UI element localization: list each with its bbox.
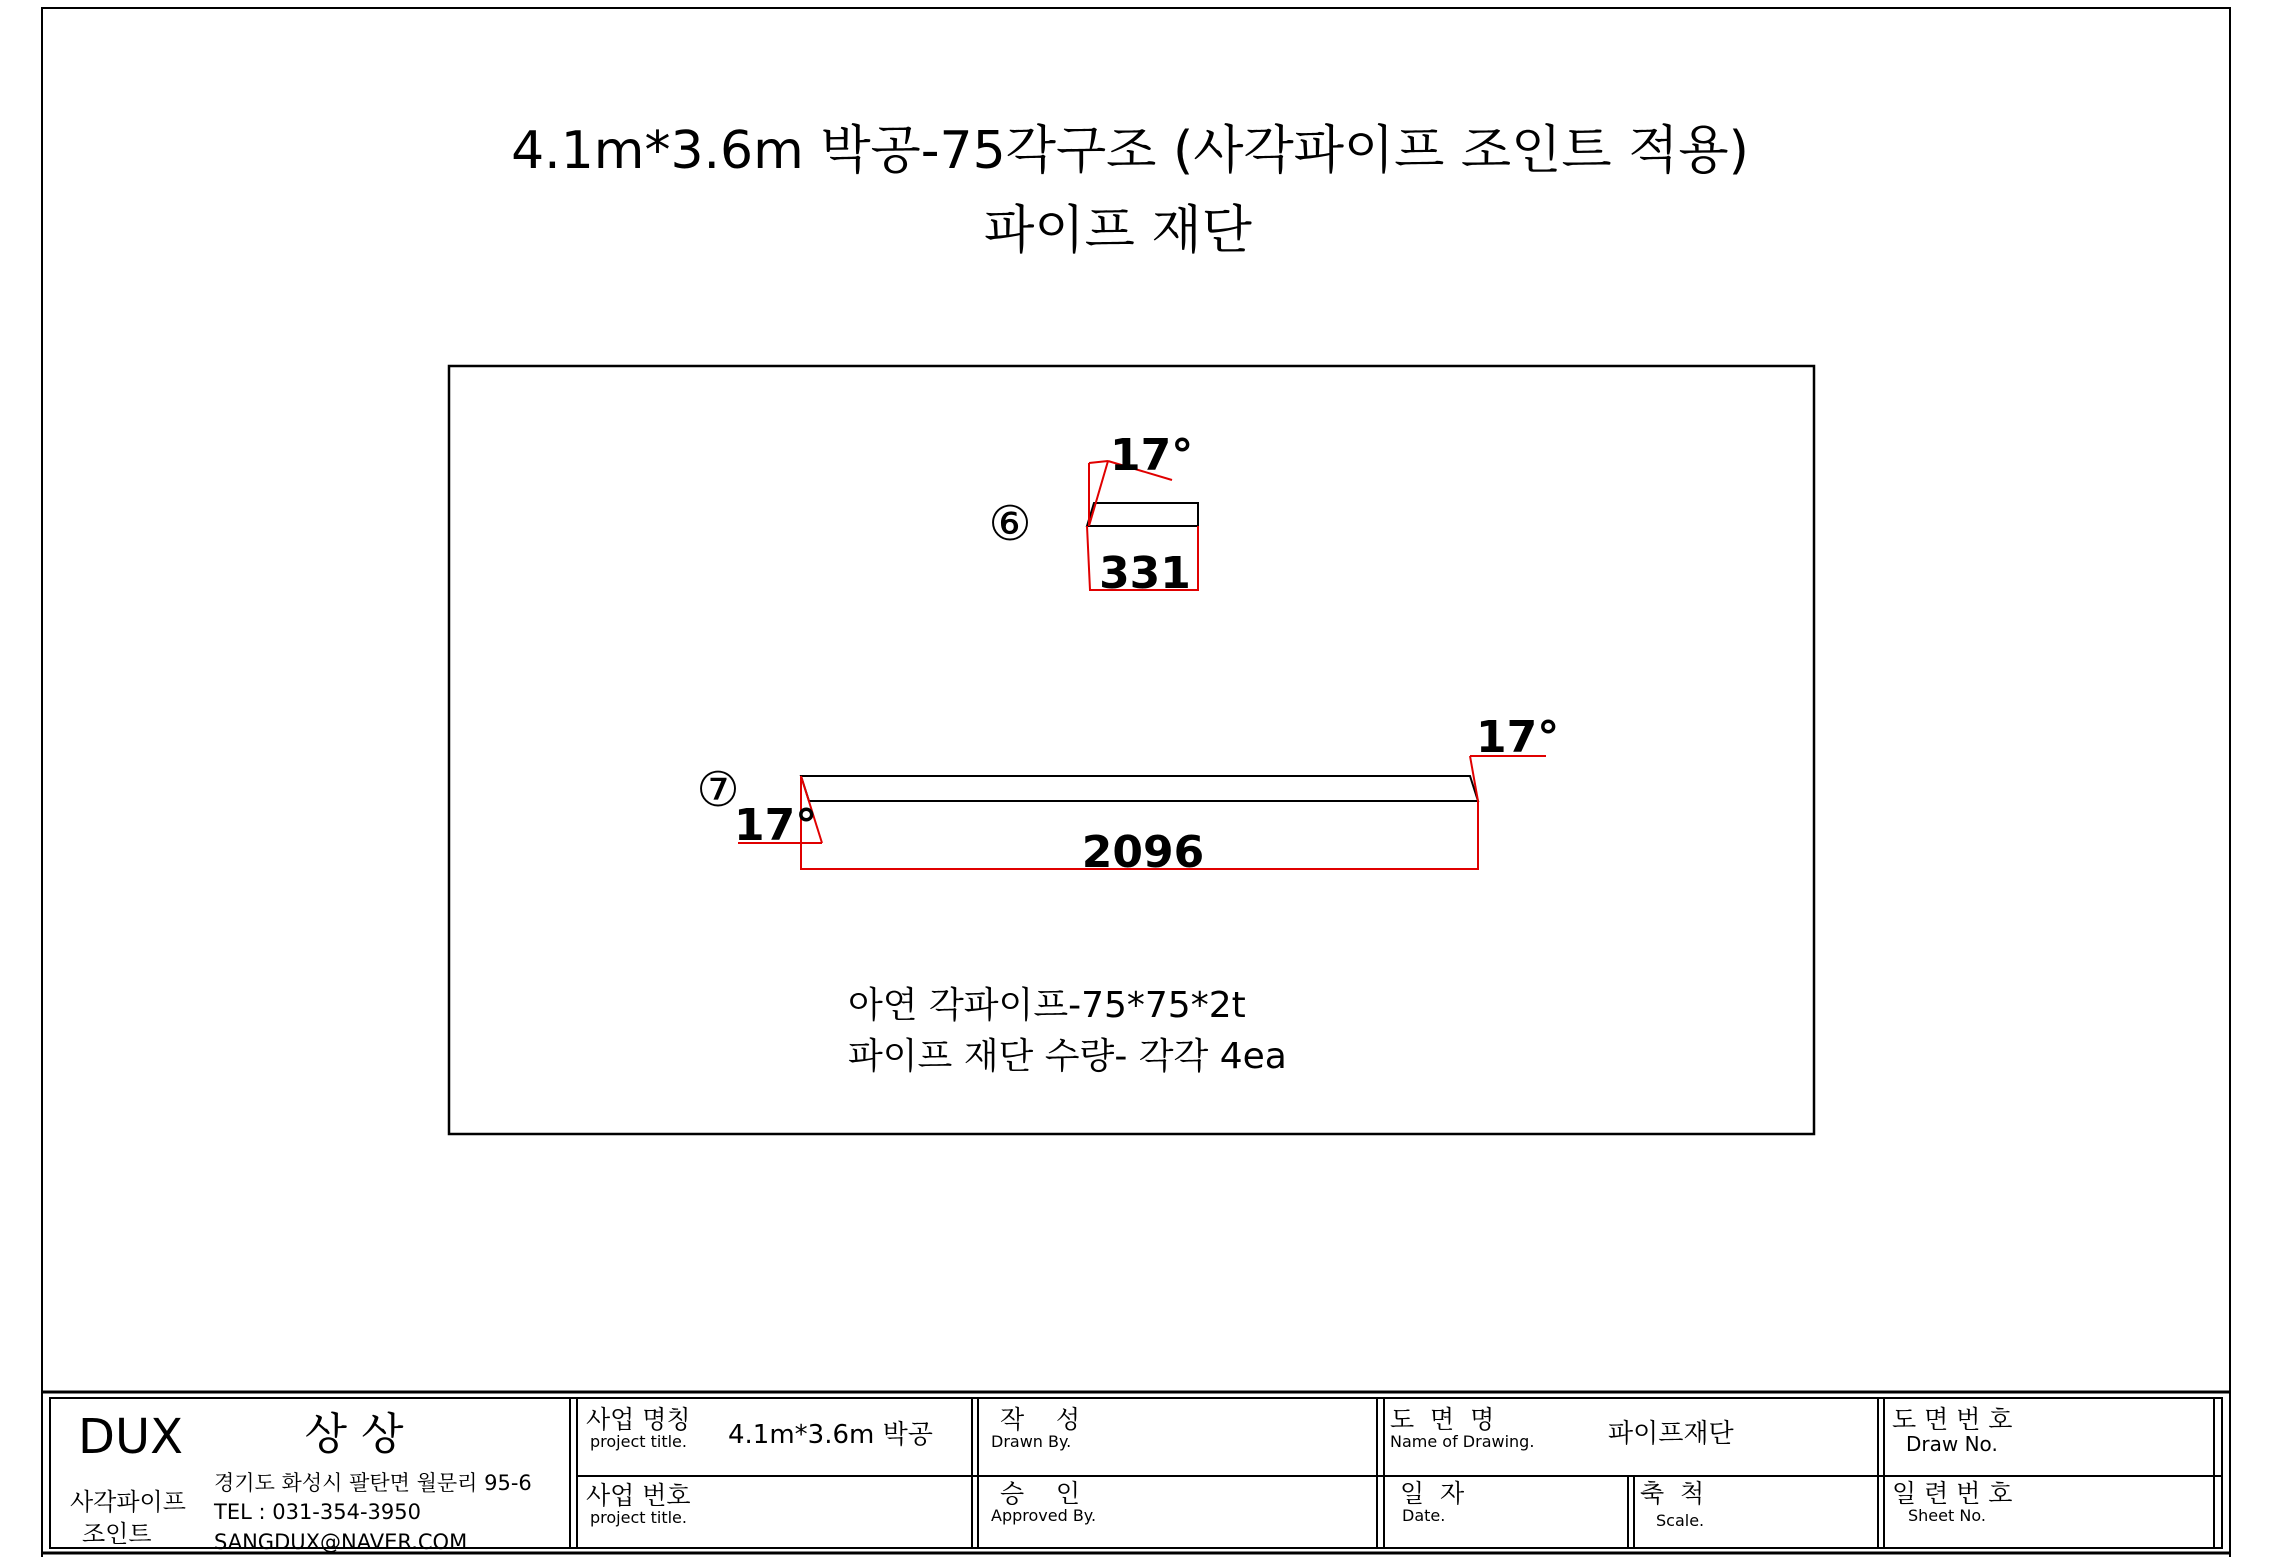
part-6-length-label: 331 xyxy=(1099,548,1191,599)
drawing-subtitle: 파이프 재단 xyxy=(984,201,1252,261)
drawing-name-label: 도 면 명 xyxy=(1390,1405,1495,1434)
date-label-en: Date. xyxy=(1402,1506,1446,1525)
company-product-line1: 사각파이프 xyxy=(70,1488,186,1516)
company-tel: TEL : 031-354-3950 xyxy=(214,1500,421,1524)
title-block xyxy=(42,1392,2230,1554)
date-label: 일 자 xyxy=(1400,1479,1465,1508)
project-name-label: 사업 명칭 xyxy=(586,1405,691,1434)
company-logo: DUX xyxy=(78,1409,183,1465)
part-6 xyxy=(988,430,1198,599)
company-product-line2: 조인트 xyxy=(82,1520,152,1548)
part-6-marker: ⑥ xyxy=(988,496,1032,552)
project-no-label: 사업 번호 xyxy=(586,1481,691,1510)
draw-no-label-en: Draw No. xyxy=(1906,1432,1998,1456)
part-7-marker: ⑦ xyxy=(696,762,740,818)
project-no-label-en: project title. xyxy=(590,1508,687,1527)
approved-by-label-en: Approved By. xyxy=(991,1506,1097,1525)
part-6-angle-leader xyxy=(1089,461,1108,463)
draw-no-label: 도 면 번 호 xyxy=(1892,1405,2013,1434)
scale-label-en: Scale. xyxy=(1656,1511,1705,1530)
approved-by-label: 승 인 xyxy=(1000,1479,1081,1508)
drawing-title: 4.1m*3.6m 박공-75각구조 (사각파이프 조인트 적용) xyxy=(511,121,1749,181)
quantity-note: 파이프 재단 수량- 각각 4ea xyxy=(848,1036,1287,1077)
part-7 xyxy=(696,712,1559,878)
part-7-right-angle-label: 17° xyxy=(1476,712,1560,763)
part-6-angle-arc xyxy=(1089,461,1108,526)
company-email: SANGDUX@NAVER.COM xyxy=(214,1530,468,1554)
material-note: 아연 각파이프-75*75*2t xyxy=(848,985,1246,1026)
project-name-label-en: project title. xyxy=(590,1432,687,1451)
part-6-pipe xyxy=(1087,503,1198,526)
sheet-no-label-en: Sheet No. xyxy=(1908,1506,1986,1525)
company-address: 경기도 화성시 팔탄면 월문리 95-6 xyxy=(214,1471,532,1495)
drawing-name-label-en: Name of Drawing. xyxy=(1390,1432,1535,1451)
company-name: 상 상 xyxy=(304,1409,404,1460)
scale-label: 축 척 xyxy=(1640,1479,1705,1508)
part-6-angle-label: 17° xyxy=(1110,430,1194,481)
part-7-length-label: 2096 xyxy=(1081,827,1205,878)
drawn-by-label-en: Drawn By. xyxy=(991,1432,1072,1451)
project-name-value: 4.1m*3.6m 박공 xyxy=(728,1420,933,1450)
part-7-left-angle-label: 17° xyxy=(734,800,818,851)
sheet-no-label: 일 련 번 호 xyxy=(1892,1479,2013,1508)
drawing-name-value: 파이프재단 xyxy=(1608,1419,1734,1449)
part-7-pipe xyxy=(801,776,1478,801)
drawn-by-label: 작 성 xyxy=(1000,1405,1081,1434)
